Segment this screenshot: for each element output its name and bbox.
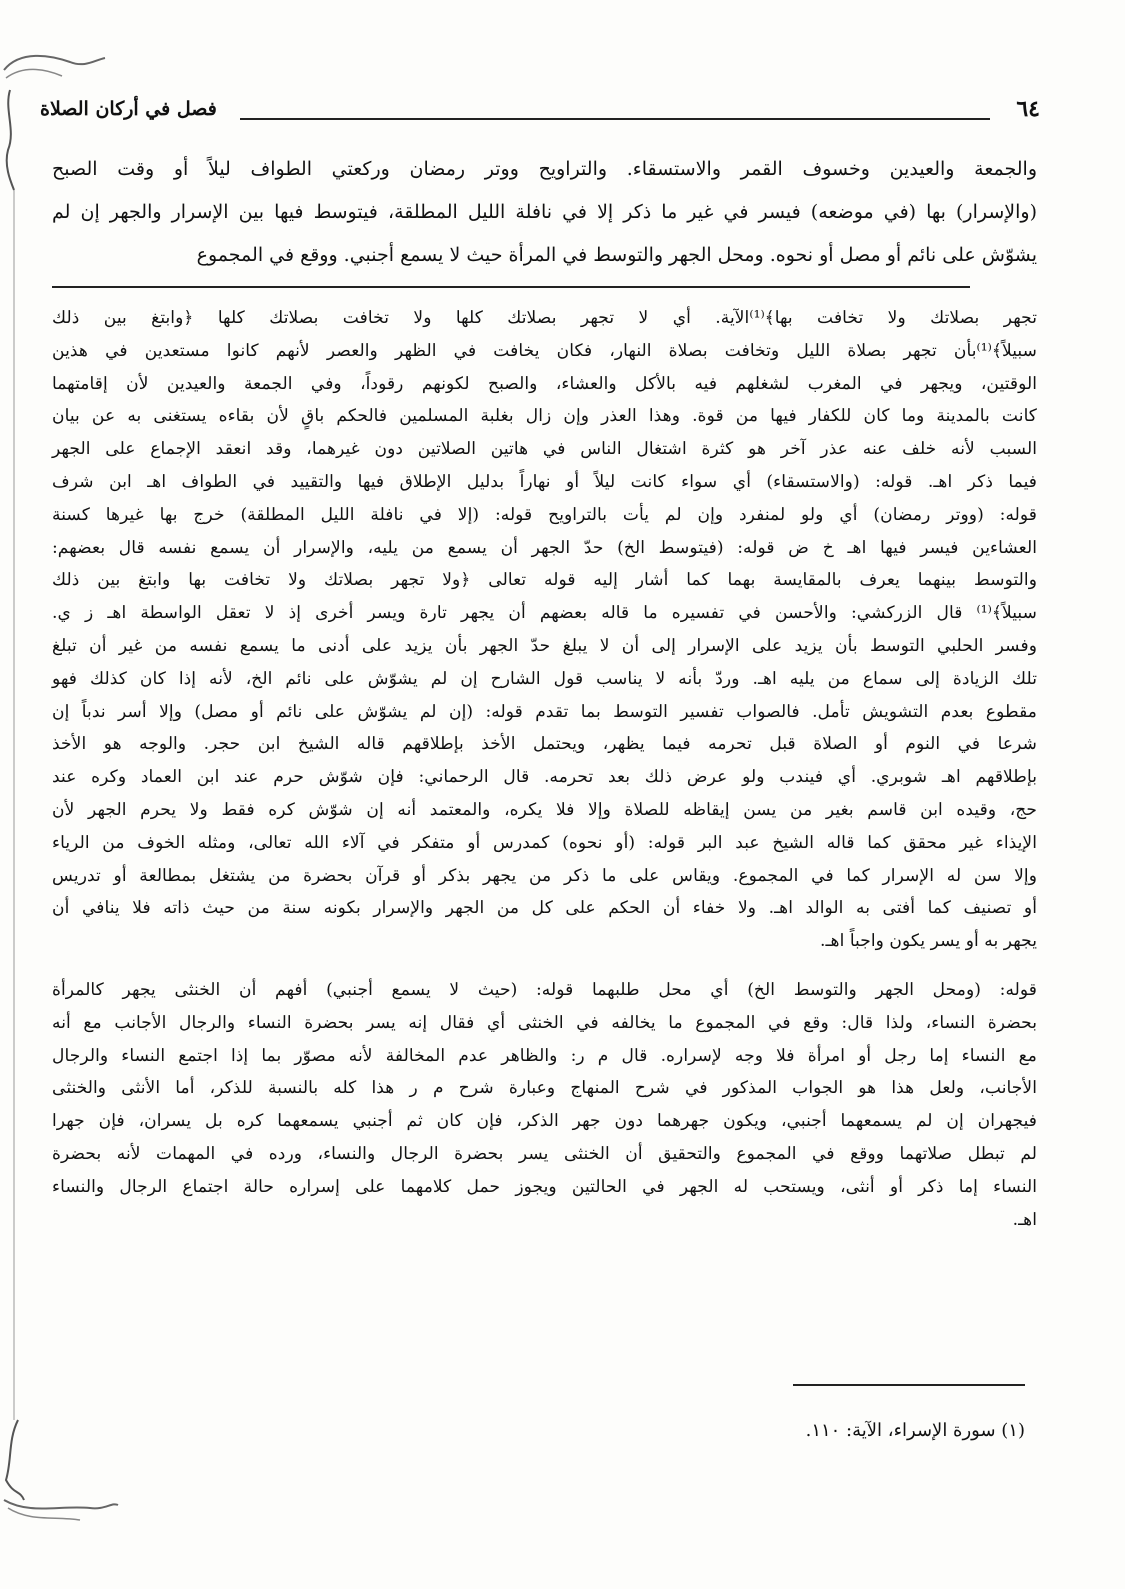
commentary-line: والتوسط بينهما يعرف بالمقايسة بهما كما أشار إليه قوله تعالى ﴿ولا تجهر بصلاتك ولا تخافت بها وابتغ بين ذلك — [52, 570, 1037, 591]
commentary-line: يجهر به أو يسر يكون واجباً اهـ. — [820, 931, 1037, 952]
commentary-line: حج، وقيده ابن قاسم بغير من يسن إيقاظه للصلاة وإلا فلا يكره، والمعتمد أنه إن شوّش كره فقط ولا يحرم الجهر لأن — [52, 799, 1037, 820]
commentary-line: فيما ذكر اهـ. قوله: (والاستسقاء) أي سواء كانت ليلاً أو نهاراً بدليل الإطلاق فيها والتقييد في الطواف اهـ ابن شرف — [52, 471, 1037, 492]
commentary-line: كانت بالمدينة وما كان للكفار فيها من قوة. وهذا العذر وإن زال بغلبة المسلمين فالحكم باقٍ لأن بقاءه يستغنى به عن بيان — [52, 406, 1037, 427]
page-header — [40, 96, 1040, 136]
commentary-line: اهـ. — [1012, 1209, 1037, 1230]
commentary-line: العشاءين فيسر فيها اهـ خ ض قوله: (فيتوسط الخ) حدّ الجهر أن يسمع من يليه، والإسرار أن يسمع نفسه قال بعضهم: — [52, 537, 1037, 558]
commentary-line: قوله: (ووتر رمضان) أي ولو لمنفرد وإن لم يأت بالتراويح قوله: (إلا في نافلة الليل المطلقة) خرج بها غيرها كسنة — [52, 504, 1037, 525]
commentary-line: أو تصنيف كما أفتى به الوالد اهـ. ولا خفاء أن الحكم على كل من الجهر والإسرار بكونه سنة من حيث ذاته فلا ينافي أن — [52, 898, 1037, 919]
commentary-line: تلك الزيادة إلى سماع من يليه اهـ. وردّ بأنه لا يناسب قول الشارح إن لم يشوّش على نائم الخ، لأنه إذا كان كذلك فهو — [52, 668, 1037, 689]
header-rule — [240, 118, 990, 120]
commentary-line: النساء إما ذكر أو أنثى، ويستحب له الجهر في الحالتين ويجوز حمل كلامهما على إسراره حالة اجتماع الرجال والنساء — [52, 1176, 1037, 1197]
commentary-line: وإلا سن له الإسرار كما في المجموع. ويقاس على ما ذكر من يجهر بذكر أو قرآن بحضرة من يشتغل بمطالعة أو تدريس — [52, 865, 1037, 886]
commentary-line: الإيذاء غير محقق كما قاله الشيخ عبد البر قوله: (أو نحوه) كمدرس أو متفكر في آلاء الله تعالى، ومثله الخوف من الرياء — [52, 832, 1037, 853]
main-line: (والإسرار) بها (في موضعه) فيسر في غير ما ذكر إلا في نافلة الليل المطلقة، فيتوسط فيها بين الإسرار والجهر إن لم — [52, 201, 1037, 223]
section-title: فصل في أركان الصلاة — [40, 98, 217, 120]
footnote: (١) سورة الإسراء، الآية: ١١٠. — [805, 1420, 1025, 1441]
commentary-line: السبب لأنه خلف عنه عذر آخر هو كثرة اشتغال الناس في هاتين الصلاتين دون غيرهما، وقد انعقد الإجماع على الجهر — [52, 439, 1037, 460]
commentary-line: وفسر الحلبي التوسط بأن يزيد على الإسرار إلى أن لا يبلغ حدّ الجهر بأن يزيد على أدنى ما يسمع نفسه من غير أن تبلغ — [52, 635, 1037, 656]
commentary-line: الوقتين، ويجهر في المغرب لشغلهم فيه بالأكل والعشاء، والصبح لكونهم رقوداً، وفي الجمعة والعيدين لأن إقامتهما — [52, 373, 1037, 394]
main-line: يشوّش على نائم أو مصل أو نحوه. ومحل الجهر والتوسط في المرأة حيث لا يسمع أجنبي. ووقع في المجموع — [196, 244, 1037, 266]
commentary-line: فيجهران إن لم يسمعهما أجنبي، ويكون جهرهما دون جهر الذكر، فإن كان ثم أجنبي يسمعهما كره بل يسران، فإن جهرا — [52, 1111, 1037, 1132]
commentary-line: قوله: (ومحل الجهر والتوسط الخ) أي محل طلبهما قوله: (حيث لا يسمع أجنبي) أفهم أن الخنثى يجهر كالمرأة — [52, 979, 1037, 1000]
commentary-line: سبيلاً﴾⁽¹⁾بأن تجهر بصلاة الليل وتخافت بصلاة النهار، فكان يخافت في الظهر والعصر لأنهم كانوا مستعدين في هذين — [52, 340, 1037, 361]
commentary-line: مع النساء إما رجل أو امرأة فلا وجه لإسراره. قال م ر: والظاهر عدم المخالفة لأنه مصوّر بما إذا اجتمع النساء والرجال — [52, 1045, 1037, 1066]
commentary — [52, 302, 1037, 1236]
commentary-line: الأجانب، ولعل هذا هو الجواب المذكور في شرح المنهاج وعبارة شرح م ر هذا كله بالنسبة للذكر، أما الأنثى والخنثى — [52, 1078, 1037, 1099]
commentary-line: تجهر بصلاتك ولا تخافت بها﴾⁽¹⁾الآية. أي لا تجهر بصلاتك كلها ولا تخافت بصلاتك كلها ﴿وابتغ بين ذلك — [52, 308, 1037, 328]
commentary-line: لم تبطل صلاتهما ووقع في المجموع والتحقيق أن الخنثى يسر بحضرة الرجال والنساء، ورده في المهمات لأنه بحضرة — [52, 1143, 1037, 1164]
footnote-rule — [793, 1384, 1025, 1386]
commentary-line: بحضرة النساء، ولذا قال: وقع في المجموع ما يخالفه في الخنثى أي فقال إنه يسر بحضرة النساء والرجال الأجانب مع أنه — [52, 1012, 1037, 1033]
commentary-line: شرعا في النوم أو الصلاة قبل تحرمه فيما يظهر، ويحتمل الأخذ بإطلاقهم قاله الشيخ ابن حجر. والوجه هو الأخذ — [52, 734, 1037, 755]
main-line: والجمعة والعيدين وخسوف القمر والاستسقاء. والتراويح ووتر رمضان وركعتي الطواف ليلاً أو وقت الصبح — [52, 158, 1037, 180]
main-rule — [52, 286, 970, 288]
commentary-line: سبيلاً﴾⁽¹⁾ قال الزركشي: والأحسن في تفسيره ما قاله بعضهم أن يجهر تارة ويسر أخرى إذ لا تعقل الواسطة اهـ ز ي. — [52, 603, 1037, 624]
page-number: ٦٤ — [1016, 96, 1040, 122]
commentary-line: مقطوع بعدم التشويش تأمل. فالصواب تفسير التوسط بما تقدم قوله: (إن لم يشوّش على نائم أو مصل) وإلا أسر ندباً إن — [52, 701, 1038, 722]
main-text — [52, 148, 1037, 277]
commentary-line: بإطلاقهم اهـ شوبري. أي فيندب ولو عرض ذلك بعد تحرمه. قال الرحماني: فإن شوّش حرم عند ابن العماد وكره عند — [52, 767, 1037, 788]
